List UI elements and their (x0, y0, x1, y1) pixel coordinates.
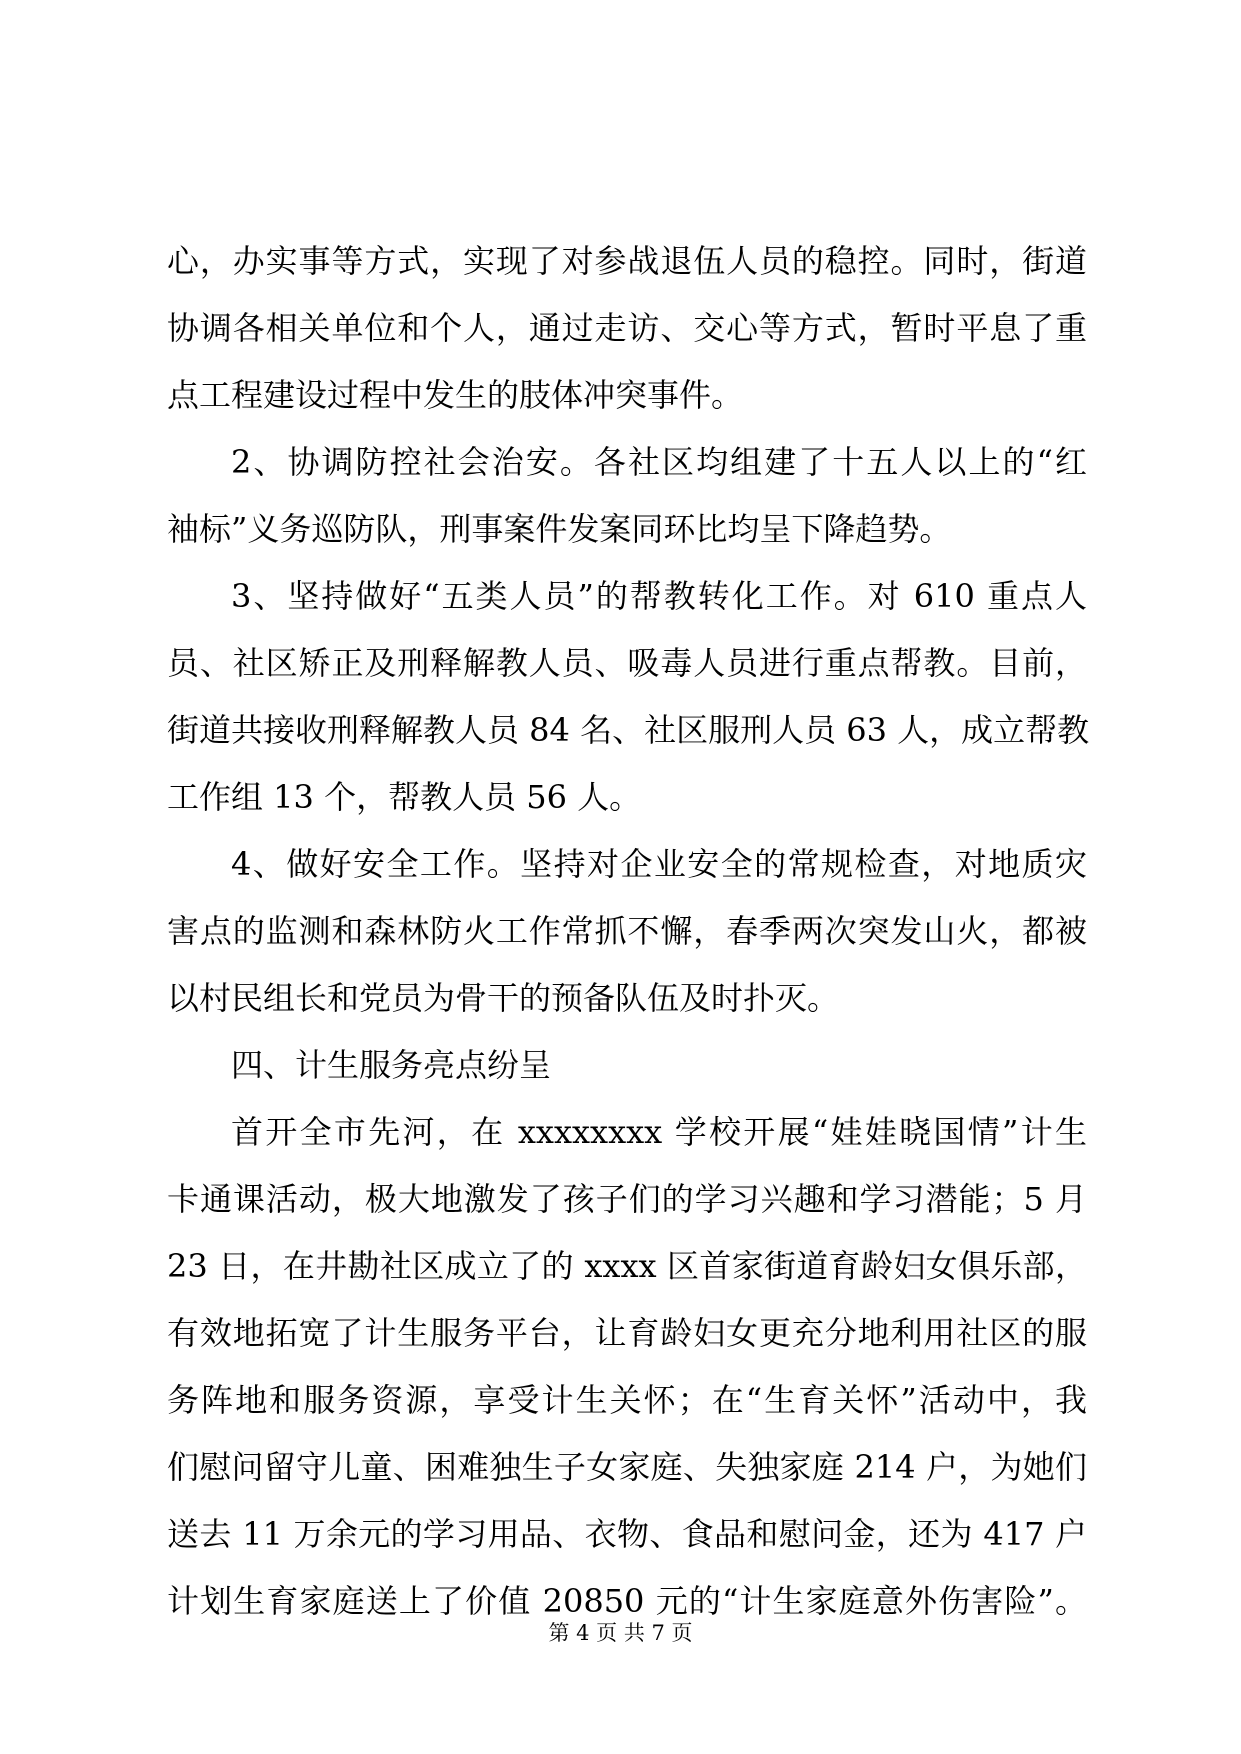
text-line-20: 送去 11 万余元的学习用品、衣物、食品和慰问金，还为 417 户 (167, 1515, 1087, 1553)
text-line-9: 工作组 13 个，帮教人员 56 人。 (167, 778, 642, 816)
text-line-15: 卡通课活动，极大地激发了孩子们的学习兴趣和学习潜能；5 月 (167, 1180, 1087, 1218)
text-line-6: 3、坚持做好“五类人员”的帮教转化工作。对 610 重点人 (231, 577, 1087, 615)
text-line-11: 害点的监测和森林防火工作常抓不懈，春季两次突发山火，都被 (167, 912, 1087, 950)
page-number-footer: 第 4 页 共 7 页 (548, 1621, 693, 1645)
text-line-18: 务阵地和服务资源，享受计生关怀；在“生育关怀”活动中，我 (167, 1381, 1087, 1419)
text-line-5: 袖标”义务巡防队，刑事案件发案同环比均呈下降趋势。 (167, 510, 952, 548)
section-heading: 四、计生服务亮点纷呈 (231, 1046, 552, 1084)
text-line-12: 以村民组长和党员为骨干的预备队伍及时扑灭。 (167, 979, 840, 1017)
text-line-17: 有效地拓宽了计生服务平台，让育龄妇女更充分地利用社区的服 (167, 1314, 1087, 1352)
text-line-21: 计划生育家庭送上了价值 20850 元的“计生家庭意外伤害险”。 (167, 1582, 1087, 1620)
text-line-8: 街道共接收刑释解教人员 84 名、社区服刑人员 63 人，成立帮教 (167, 711, 1090, 749)
text-line-4: 2、协调防控社会治安。各社区均组建了十五人以上的“红 (231, 443, 1087, 481)
body-text (167, 228, 1090, 1635)
text-line-2: 协调各相关单位和个人，通过走访、交心等方式，暂时平息了重 (167, 309, 1087, 347)
text-line-16: 23 日，在井勘社区成立了的 xxxx 区首家街道育龄妇女俱乐部， (167, 1247, 1087, 1285)
text-line-19: 们慰问留守儿童、困难独生子女家庭、失独家庭 214 户，为她们 (167, 1448, 1087, 1486)
text-line-1: 心，办实事等方式，实现了对参战退伍人员的稳控。同时，街道 (167, 242, 1087, 280)
text-line-3: 点工程建设过程中发生的肢体冲突事件。 (167, 376, 744, 414)
text-line-14: 首开全市先河，在 xxxxxxxx 学校开展“娃娃晓国情”计生 (231, 1113, 1087, 1151)
text-line-10: 4、做好安全工作。坚持对企业安全的常规检查，对地质灾 (231, 845, 1087, 883)
text-line-7: 员、社区矫正及刑释解教人员、吸毒人员进行重点帮教。目前， (167, 644, 1087, 682)
